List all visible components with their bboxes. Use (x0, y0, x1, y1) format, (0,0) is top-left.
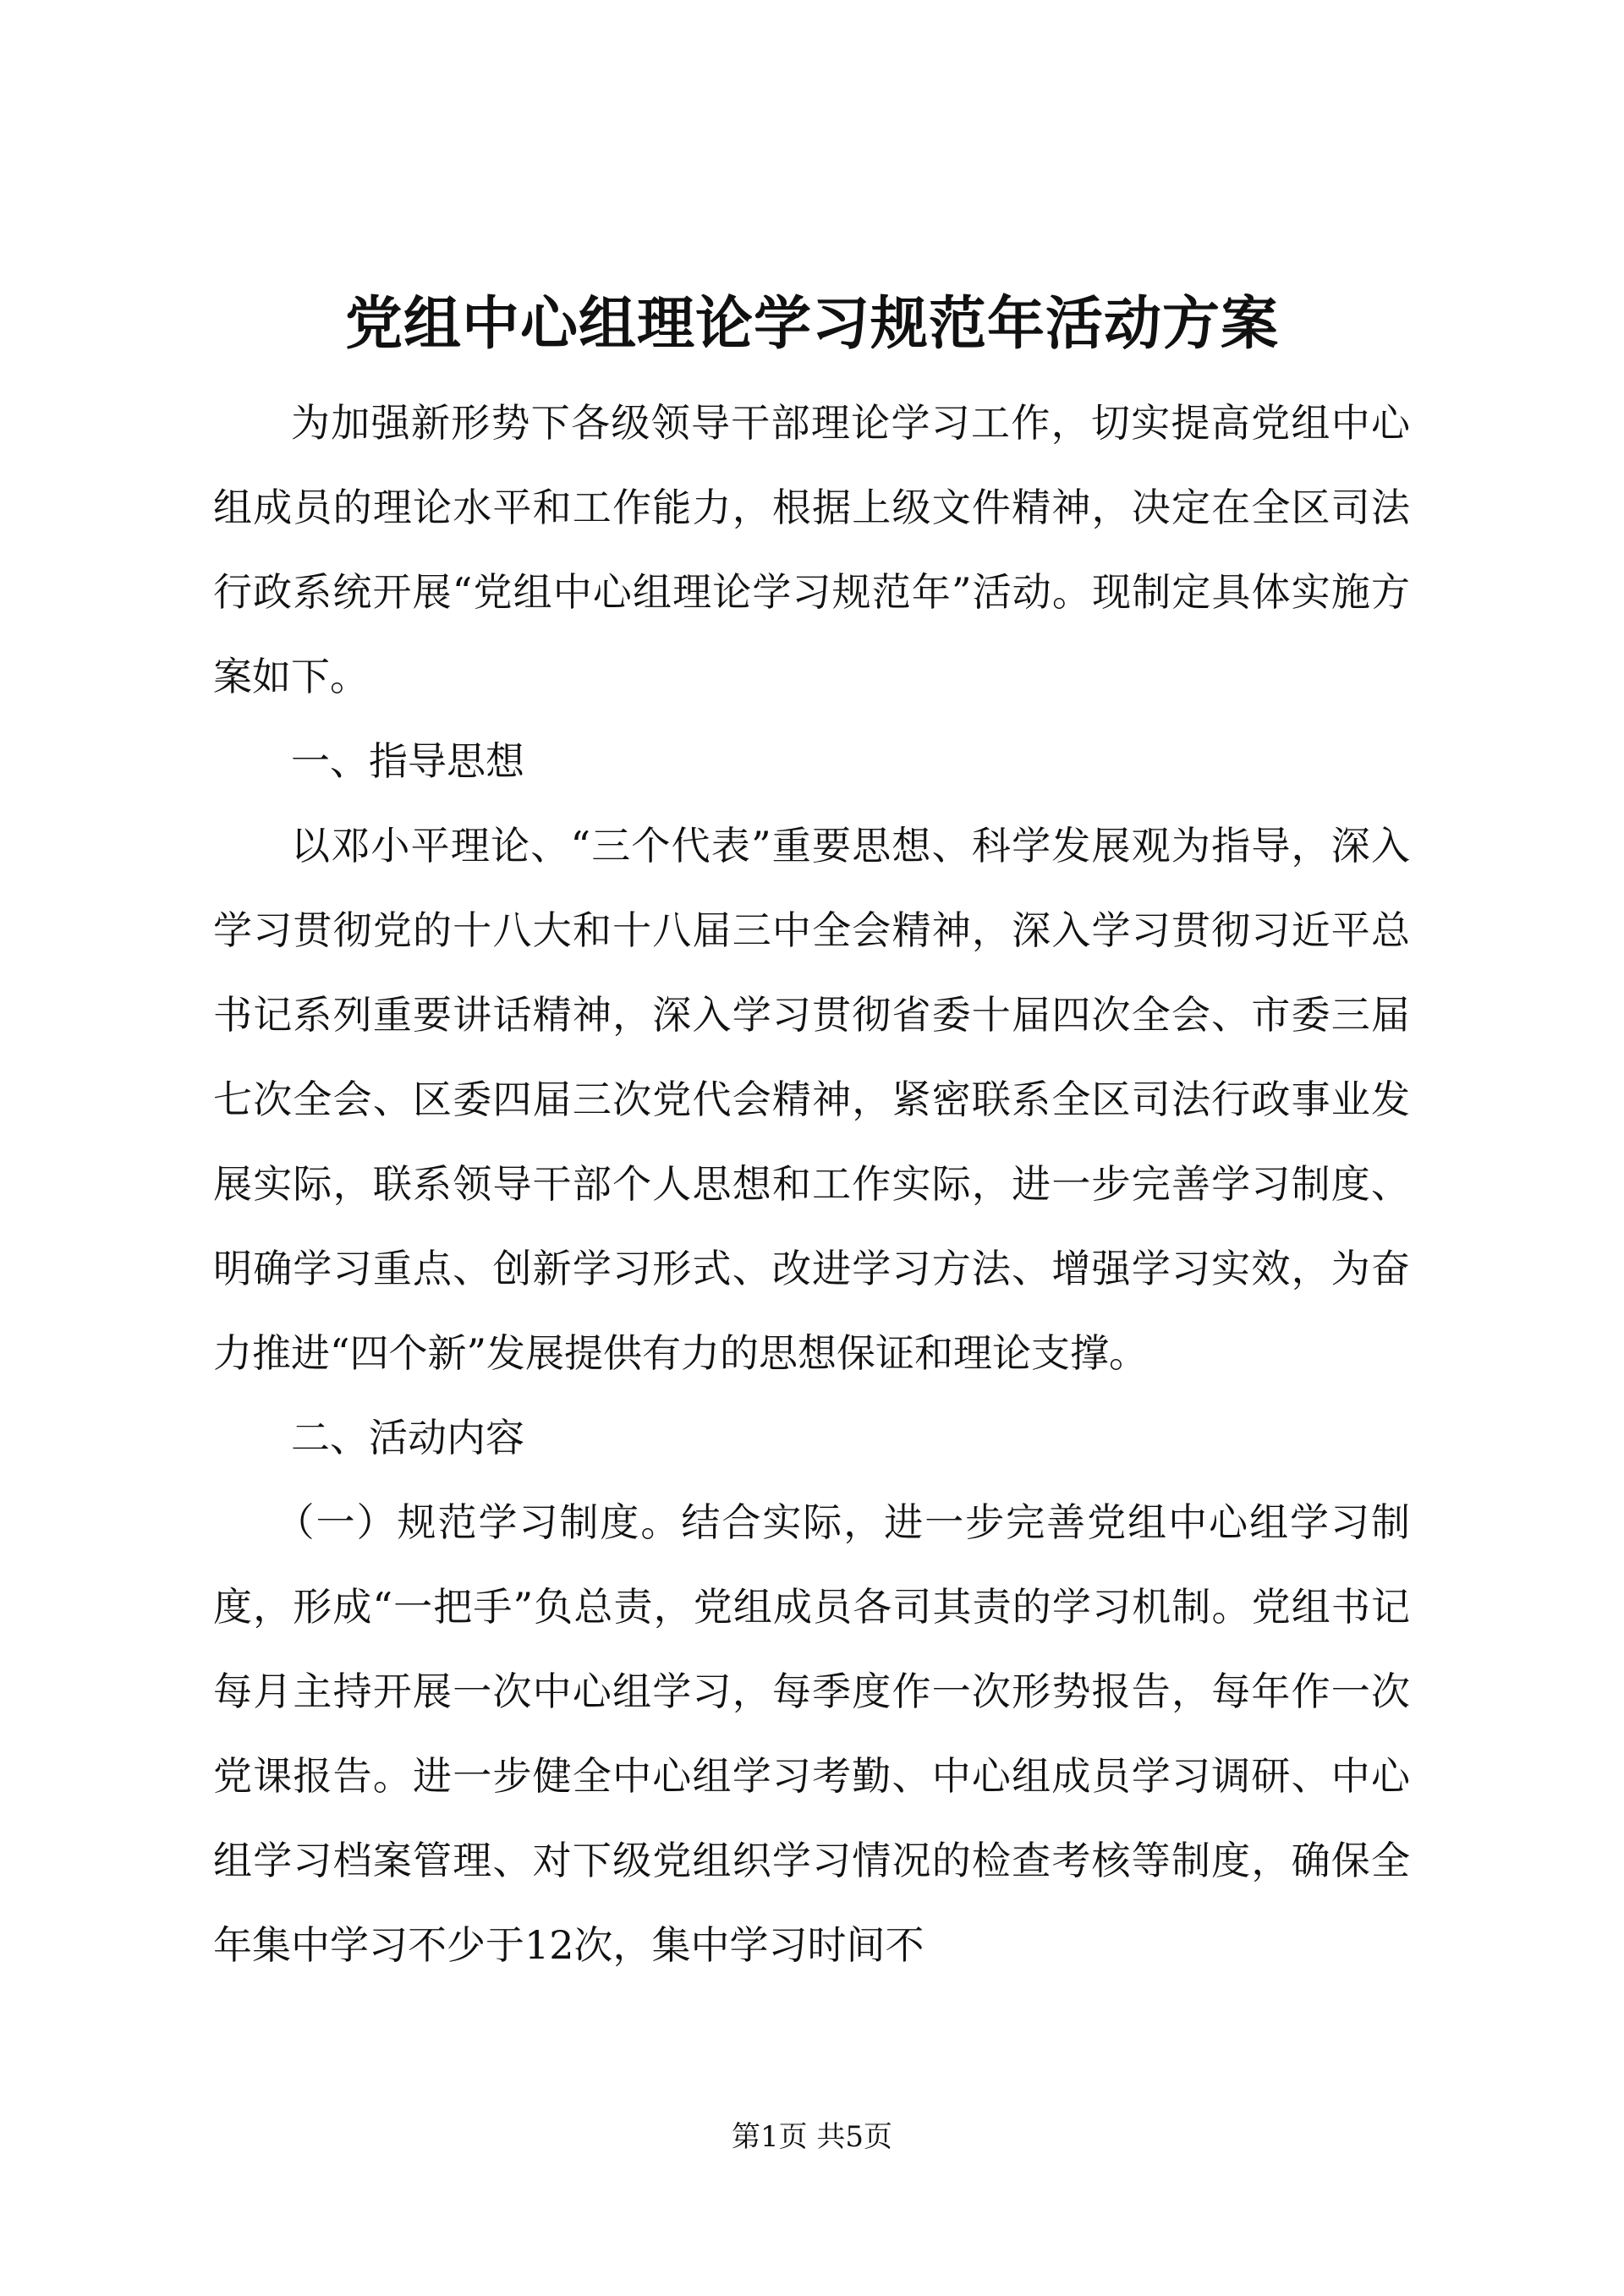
intro-paragraph: 为加强新形势下各级领导干部理论学习工作，切实提高党组中心组成员的理论水平和工作能力，根据上级文件精神，决定在全区司法行政系统开展“党组中心组理论学习规范年”活动。现制定具体实施方案如下。 (213, 400, 1410, 699)
document-body (213, 381, 1410, 1987)
section-heading-guiding-thought: 一、指导思想 (291, 738, 524, 784)
guiding-thought-paragraph: 以邓小平理论、“三个代表”重要思想、科学发展观为指导，深入学习贯彻党的十八大和十八届三中全会精神，深入学习贯彻习近平总书记系列重要讲话精神，深入学习贯彻省委十届四次全会、市委三届七次全会、区委四届三次党代会精神，紧密联系全区司法行政事业发展实际，联系领导干部个人思想和工作实际，进一步完善学习制度、明确学习重点、创新学习形式、改进学习方法、增强学习实效，为奋力推进“四个新”发展提供有力的思想保证和理论支撑。 (213, 823, 1410, 1376)
section-heading-activity-content: 二、活动内容 (291, 1415, 524, 1460)
study-system-paragraph: （一）规范学习制度。结合实际，进一步完善党组中心组学习制度，形成“一把手”负总责，党组成员各司其责的学习机制。党组书记每月主持开展一次中心组学习，每季度作一次形势报告，每年作一次党课报告。进一步健全中心组学习考勤、中心组成员学习调研、中心组学习档案管理、对下级党组织学习情况的检查考核等制度，确保全年集中学习不少于12次，集中学习时间不 (213, 1499, 1410, 1968)
page-number-footer: 第1页 共5页 (731, 2120, 893, 2154)
document-title: 党组中心组理论学习规范年活动方案 (344, 290, 1279, 358)
